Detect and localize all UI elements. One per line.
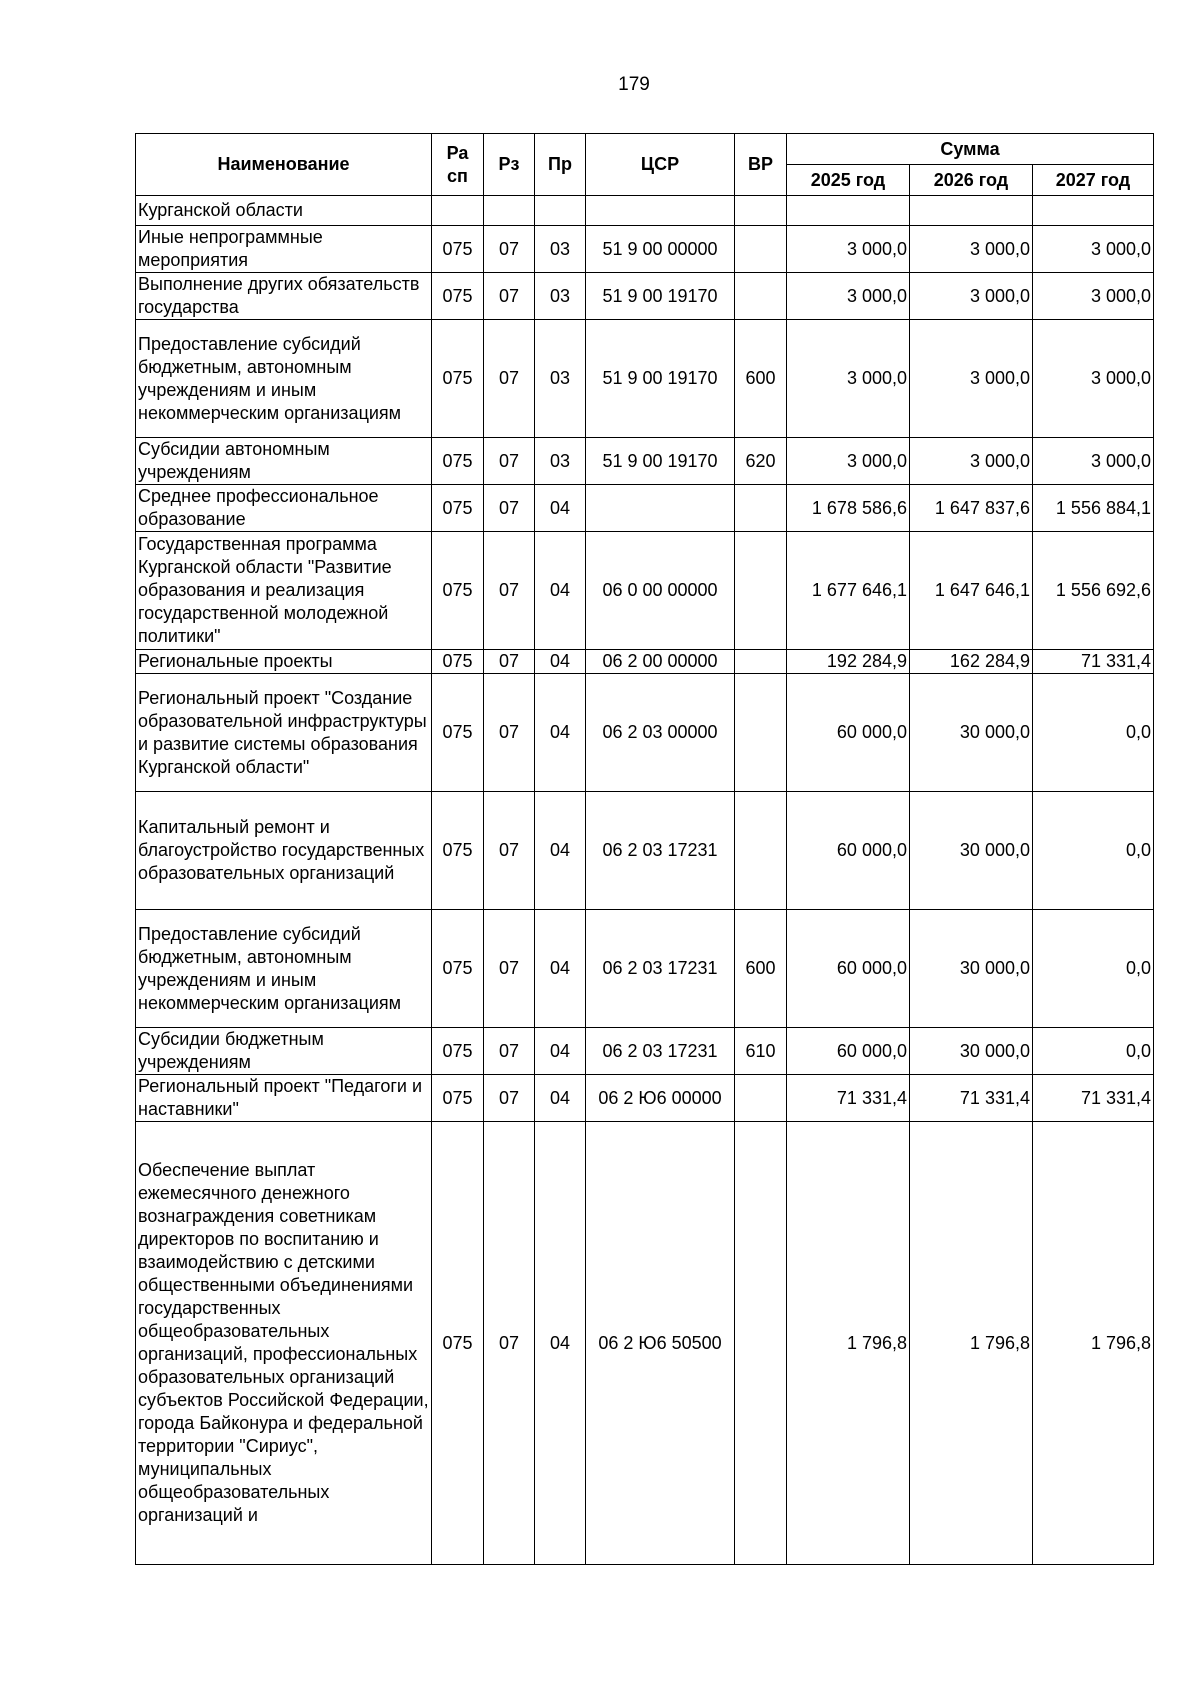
cell-vr: 620 [735,438,787,485]
table-row [136,1075,1154,1122]
cell-vr [735,485,787,532]
cell-rz: 07 [484,674,535,792]
cell-name: Курганской области [136,196,432,226]
cell-y2026 [910,196,1033,226]
cell-y2025: 192 284,9 [787,650,910,674]
cell-csr: 06 2 03 17231 [586,792,735,910]
cell-vr [735,792,787,910]
cell-pr: 04 [535,1122,586,1565]
cell-rasp: 075 [432,1075,484,1122]
table-row [136,320,1154,438]
cell-vr [735,1122,787,1565]
cell-rz: 07 [484,273,535,320]
table-header [136,134,1154,196]
cell-rasp: 075 [432,485,484,532]
cell-name: Региональный проект "Создание образовательной инфраструктуры и развитие системы образования Курганской области" [136,674,432,792]
cell-vr [735,532,787,650]
cell-y2025: 1 796,8 [787,1122,910,1565]
cell-y2025: 3 000,0 [787,438,910,485]
cell-rasp: 075 [432,320,484,438]
table-row [136,674,1154,792]
cell-y2027: 1 796,8 [1033,1122,1154,1565]
cell-vr [735,196,787,226]
header-2027: 2027 год [1033,165,1154,196]
header-vr: ВР [735,134,787,196]
cell-y2027: 3 000,0 [1033,226,1154,273]
cell-csr: 51 9 00 19170 [586,438,735,485]
header-sum: Сумма [787,134,1154,165]
table-row [136,1028,1154,1075]
cell-y2027: 3 000,0 [1033,273,1154,320]
cell-csr: 51 9 00 19170 [586,273,735,320]
cell-rz: 07 [484,650,535,674]
cell-y2026: 1 647 646,1 [910,532,1033,650]
cell-csr [586,485,735,532]
cell-rz: 07 [484,438,535,485]
cell-rz: 07 [484,1075,535,1122]
cell-rasp: 075 [432,532,484,650]
header-rasp-line1: Ра [446,142,469,163]
cell-vr [735,674,787,792]
cell-rz: 07 [484,320,535,438]
cell-pr: 04 [535,650,586,674]
cell-rasp: 075 [432,650,484,674]
cell-y2026: 71 331,4 [910,1075,1033,1122]
cell-csr: 06 2 03 17231 [586,910,735,1028]
cell-pr: 04 [535,792,586,910]
cell-name: Субсидии автономным учреждениям [136,438,432,485]
cell-y2025: 60 000,0 [787,910,910,1028]
cell-y2025: 1 678 586,6 [787,485,910,532]
table-row [136,910,1154,1028]
cell-y2026: 162 284,9 [910,650,1033,674]
cell-y2026: 30 000,0 [910,792,1033,910]
cell-y2027: 0,0 [1033,674,1154,792]
cell-vr [735,1075,787,1122]
cell-name: Региональные проекты [136,650,432,674]
table-row [136,196,1154,226]
header-rasp [432,134,484,196]
cell-y2026: 3 000,0 [910,226,1033,273]
cell-name: Государственная программа Курганской области "Развитие образования и реализация государственной молодежной политики" [136,532,432,650]
cell-y2025: 60 000,0 [787,792,910,910]
cell-pr: 03 [535,438,586,485]
cell-vr: 600 [735,320,787,438]
header-name: Наименование [136,134,432,196]
cell-rasp [432,196,484,226]
cell-pr: 03 [535,273,586,320]
cell-vr [735,273,787,320]
cell-rz: 07 [484,532,535,650]
cell-rz: 07 [484,1028,535,1075]
header-pr: Пр [535,134,586,196]
cell-y2027: 71 331,4 [1033,1075,1154,1122]
cell-rz: 07 [484,792,535,910]
cell-y2025: 60 000,0 [787,1028,910,1075]
cell-y2027: 0,0 [1033,792,1154,910]
cell-name: Выполнение других обязательств государства [136,273,432,320]
cell-y2025: 71 331,4 [787,1075,910,1122]
cell-pr: 04 [535,532,586,650]
cell-y2025: 3 000,0 [787,320,910,438]
cell-y2025: 60 000,0 [787,674,910,792]
cell-csr: 06 2 03 17231 [586,1028,735,1075]
cell-pr: 04 [535,910,586,1028]
cell-rz: 07 [484,226,535,273]
header-rz: Рз [484,134,535,196]
cell-rasp: 075 [432,910,484,1028]
cell-y2027: 1 556 692,6 [1033,532,1154,650]
cell-vr: 610 [735,1028,787,1075]
cell-csr: 51 9 00 00000 [586,226,735,273]
cell-rasp: 075 [432,273,484,320]
cell-rz: 07 [484,1122,535,1565]
cell-name: Обеспечение выплат ежемесячного денежного вознаграждения советникам директоров по воспитанию и взаимодействию с детскими общественными объединениями государственных общеобразовательных организаций, профессиональных образовательных организаций субъектов Российской Федерации, города Байконура и федеральной территории "Сириус", муниципальных общеобразовательных организаций и [136,1122,432,1565]
cell-pr: 03 [535,226,586,273]
cell-y2026: 30 000,0 [910,910,1033,1028]
table-row [136,438,1154,485]
cell-name: Иные непрограммные мероприятия [136,226,432,273]
cell-pr: 04 [535,1075,586,1122]
table-row [136,532,1154,650]
cell-rz: 07 [484,910,535,1028]
cell-y2027: 1 556 884,1 [1033,485,1154,532]
cell-rasp: 075 [432,674,484,792]
table-row [136,792,1154,910]
cell-y2027: 71 331,4 [1033,650,1154,674]
cell-y2025: 3 000,0 [787,226,910,273]
cell-rasp: 075 [432,1122,484,1565]
table-row [136,273,1154,320]
table-row [136,485,1154,532]
header-2026: 2026 год [910,165,1033,196]
cell-csr: 06 2 00 00000 [586,650,735,674]
cell-y2027: 3 000,0 [1033,320,1154,438]
cell-csr: 06 2 03 00000 [586,674,735,792]
cell-rasp: 075 [432,438,484,485]
table-row [136,650,1154,674]
cell-y2026: 1 647 837,6 [910,485,1033,532]
cell-vr [735,650,787,674]
cell-y2025 [787,196,910,226]
cell-y2027: 0,0 [1033,910,1154,1028]
cell-csr [586,196,735,226]
cell-y2027 [1033,196,1154,226]
cell-name: Региональный проект "Педагоги и наставники" [136,1075,432,1122]
cell-pr: 03 [535,320,586,438]
cell-rasp: 075 [432,226,484,273]
cell-y2026: 3 000,0 [910,273,1033,320]
cell-rasp: 075 [432,1028,484,1075]
cell-y2026: 3 000,0 [910,438,1033,485]
table-row [136,1122,1154,1565]
cell-name: Предоставление субсидий бюджетным, автономным учреждениям и иным некоммерческим организациям [136,910,432,1028]
cell-name: Субсидии бюджетным учреждениям [136,1028,432,1075]
header-2025: 2025 год [787,165,910,196]
cell-y2026: 3 000,0 [910,320,1033,438]
header-csr: ЦСР [586,134,735,196]
cell-y2026: 30 000,0 [910,674,1033,792]
budget-table [135,133,1154,1565]
cell-y2027: 0,0 [1033,1028,1154,1075]
cell-rasp: 075 [432,792,484,910]
cell-y2025: 1 677 646,1 [787,532,910,650]
cell-csr: 51 9 00 19170 [586,320,735,438]
cell-name: Среднее профессиональное образование [136,485,432,532]
table-row [136,226,1154,273]
cell-rz [484,196,535,226]
cell-vr: 600 [735,910,787,1028]
cell-pr [535,196,586,226]
cell-y2026: 30 000,0 [910,1028,1033,1075]
cell-pr: 04 [535,485,586,532]
table-body [136,196,1154,1565]
header-rasp-line2: сп [447,165,468,186]
cell-name: Предоставление субсидий бюджетным, автономным учреждениям и иным некоммерческим организациям [136,320,432,438]
cell-y2025: 3 000,0 [787,273,910,320]
cell-csr: 06 0 00 00000 [586,532,735,650]
cell-csr: 06 2 Ю6 00000 [586,1075,735,1122]
cell-name: Капитальный ремонт и благоустройство государственных образовательных организаций [136,792,432,910]
cell-pr: 04 [535,674,586,792]
cell-y2026: 1 796,8 [910,1122,1033,1565]
cell-vr [735,226,787,273]
cell-pr: 04 [535,1028,586,1075]
page-number: 179 [618,74,650,95]
cell-csr: 06 2 Ю6 50500 [586,1122,735,1565]
cell-y2027: 3 000,0 [1033,438,1154,485]
cell-rz: 07 [484,485,535,532]
